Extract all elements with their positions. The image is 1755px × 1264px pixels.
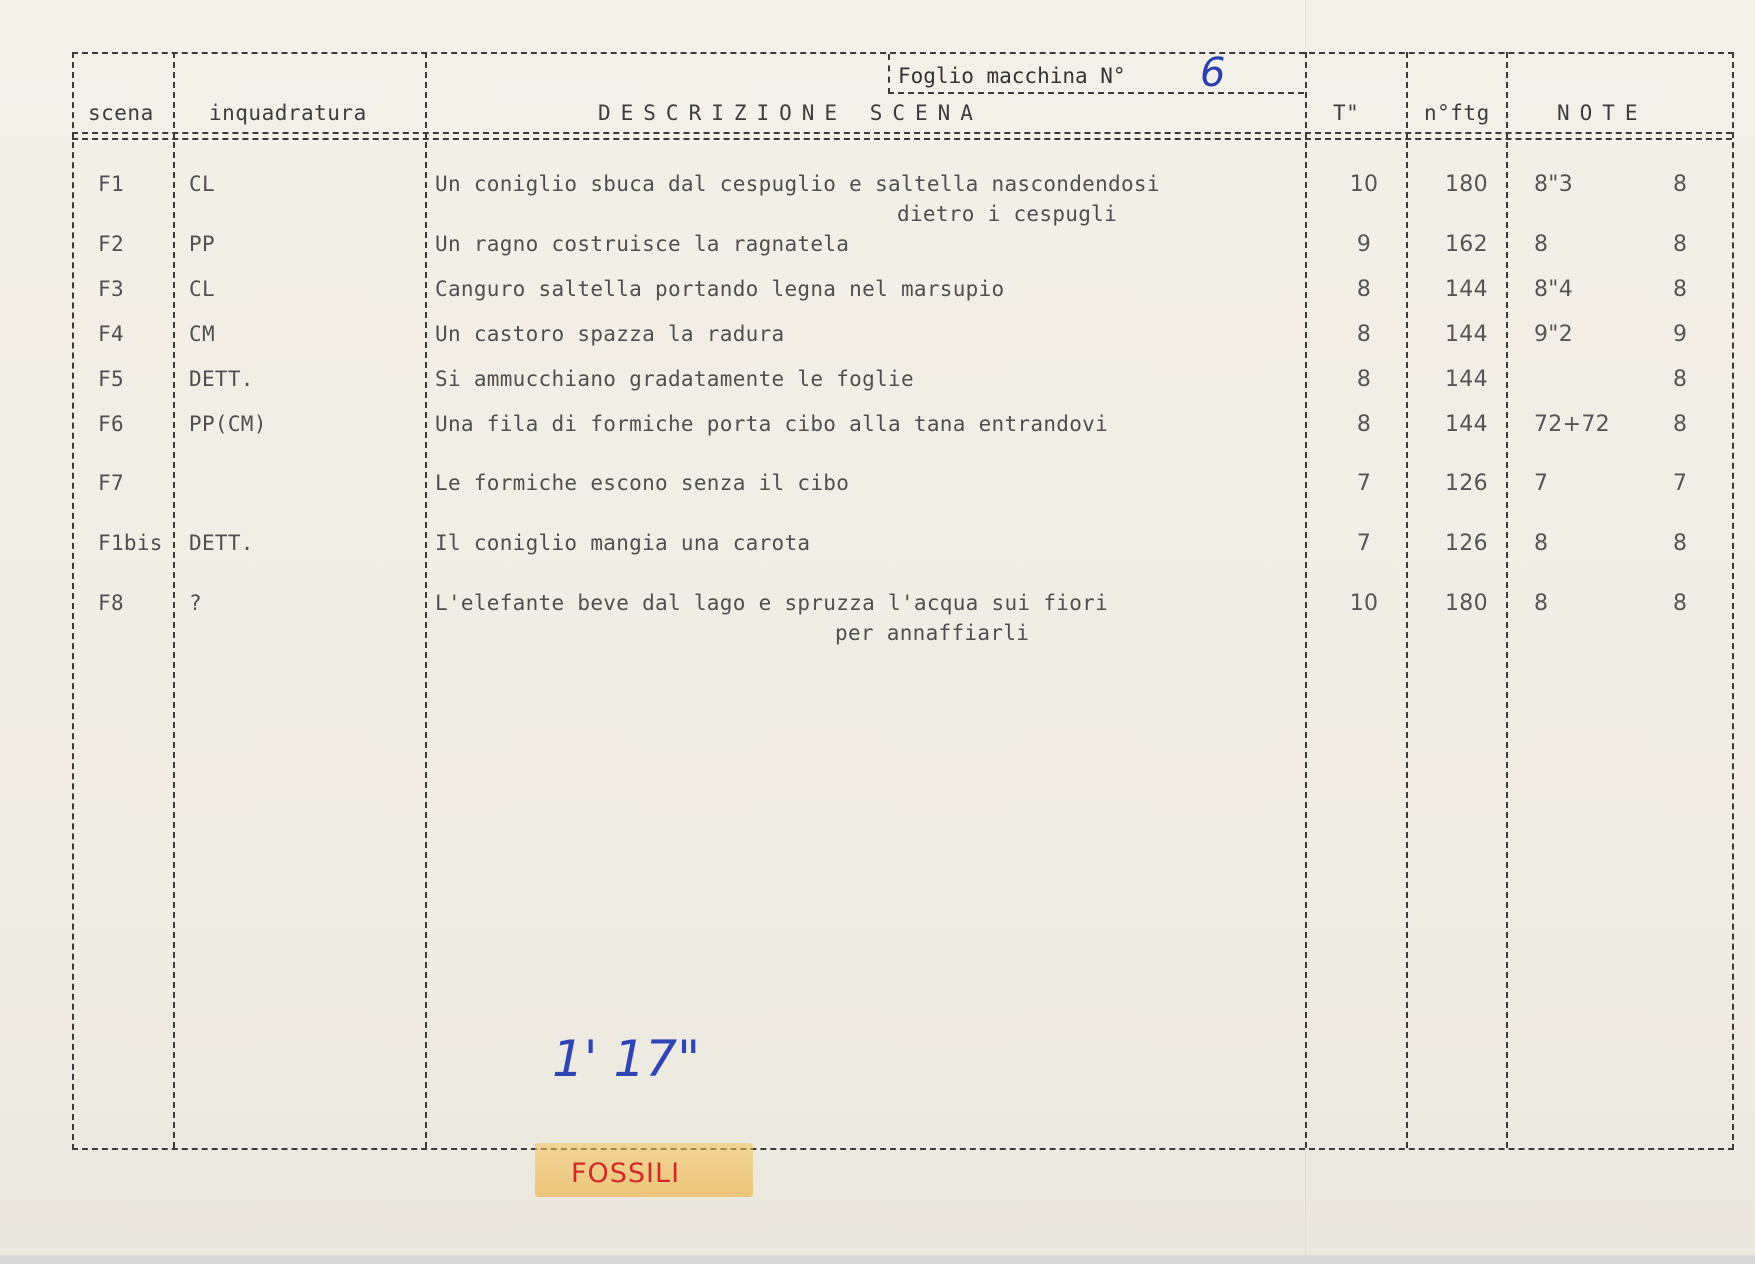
cell-inquadratura: CL bbox=[189, 277, 215, 301]
cell-note: 8"3 bbox=[1534, 172, 1574, 197]
cell-note: 8 bbox=[1534, 591, 1549, 616]
cell-inquadratura: ? bbox=[189, 591, 202, 615]
cell-scena: F2 bbox=[98, 232, 124, 256]
cell-descrizione: Canguro saltella portando legna nel marsupio bbox=[435, 277, 1005, 301]
header-descrizione: DESCRIZIONE SCENA bbox=[598, 101, 983, 125]
cell-scena: F1 bbox=[98, 172, 124, 196]
cell-note: 8"4 bbox=[1534, 277, 1574, 302]
cell-t: 8 bbox=[1356, 367, 1372, 392]
cell-scena: F4 bbox=[98, 322, 124, 346]
cell-scena: F5 bbox=[98, 367, 124, 391]
cell-descrizione: dietro i cespugli bbox=[897, 202, 1118, 226]
cell-nftg: 144 bbox=[1445, 322, 1488, 347]
foglio-label: Foglio macchina N° bbox=[898, 64, 1126, 88]
cell-descrizione: Le formiche escono senza il cibo bbox=[435, 471, 850, 495]
header-note: NOTE bbox=[1557, 101, 1648, 125]
cell-inquadratura: DETT. bbox=[189, 531, 254, 555]
cell-note-total: 8 bbox=[1673, 232, 1688, 257]
cell-nftg: 180 bbox=[1445, 591, 1488, 616]
cell-descrizione: Il coniglio mangia una carota bbox=[435, 531, 811, 555]
cell-note-total: 8 bbox=[1673, 591, 1688, 616]
cell-t: 9 bbox=[1356, 232, 1372, 257]
header-nftg: n°ftg bbox=[1424, 101, 1490, 125]
cell-nftg: 144 bbox=[1445, 367, 1488, 392]
column-divider bbox=[425, 52, 427, 1148]
cell-note-total: 8 bbox=[1673, 277, 1688, 302]
cell-descrizione: Una fila di formiche porta cibo alla tana entrandovi bbox=[435, 412, 1109, 436]
cell-nftg: 144 bbox=[1445, 412, 1488, 437]
foglio-number: 6 bbox=[1200, 50, 1226, 96]
cell-note-total: 8 bbox=[1673, 412, 1688, 437]
column-divider bbox=[1305, 52, 1307, 1148]
cell-descrizione: Si ammucchiano gradatamente le foglie bbox=[435, 367, 914, 391]
cell-note: 72+72 bbox=[1534, 412, 1610, 437]
cell-t: 8 bbox=[1356, 322, 1372, 347]
cell-scena: F6 bbox=[98, 412, 124, 436]
column-divider bbox=[1406, 52, 1408, 1148]
tag-label: FOSSILI bbox=[571, 1158, 681, 1189]
cell-scena: F1bis bbox=[98, 531, 163, 555]
cell-inquadratura: PP(CM) bbox=[189, 412, 267, 436]
cell-t: 8 bbox=[1356, 412, 1372, 437]
cell-nftg: 180 bbox=[1445, 172, 1488, 197]
cell-scena: F7 bbox=[98, 471, 124, 495]
cell-t: 10 bbox=[1349, 172, 1379, 197]
cell-note-total: 8 bbox=[1673, 531, 1688, 556]
cell-inquadratura: DETT. bbox=[189, 367, 254, 391]
cell-t: 7 bbox=[1356, 471, 1372, 496]
cell-nftg: 144 bbox=[1445, 277, 1488, 302]
header-rule bbox=[72, 138, 1732, 140]
cell-scena: F8 bbox=[98, 591, 124, 615]
header-scena: scena bbox=[88, 101, 154, 125]
cell-inquadratura: CL bbox=[189, 172, 215, 196]
cell-t: 8 bbox=[1356, 277, 1372, 302]
cell-descrizione: Un castoro spazza la radura bbox=[435, 322, 785, 346]
cell-note-total: 8 bbox=[1673, 172, 1688, 197]
cell-note: 9"2 bbox=[1534, 322, 1574, 347]
cell-inquadratura: PP bbox=[189, 232, 215, 256]
handwritten-total: 1' 17" bbox=[552, 1030, 701, 1088]
cell-t: 7 bbox=[1356, 531, 1372, 556]
column-divider bbox=[1506, 52, 1508, 1148]
cell-t: 10 bbox=[1349, 591, 1379, 616]
cell-note-total: 7 bbox=[1673, 471, 1688, 496]
cell-descrizione: Un ragno costruisce la ragnatela bbox=[435, 232, 850, 256]
cell-nftg: 126 bbox=[1445, 471, 1488, 496]
cell-note: 7 bbox=[1534, 471, 1549, 496]
header-rule bbox=[72, 132, 1732, 134]
cell-nftg: 126 bbox=[1445, 531, 1488, 556]
scan-edge bbox=[0, 1255, 1755, 1264]
cell-descrizione: L'elefante beve dal lago e spruzza l'acqua sui fiori bbox=[435, 591, 1109, 615]
cell-note-total: 9 bbox=[1673, 322, 1688, 347]
cell-scena: F3 bbox=[98, 277, 124, 301]
cell-inquadratura: CM bbox=[189, 322, 215, 346]
cell-nftg: 162 bbox=[1445, 232, 1488, 257]
cell-note: 8 bbox=[1534, 232, 1549, 257]
cell-note: 8 bbox=[1534, 531, 1549, 556]
column-divider bbox=[173, 52, 175, 1148]
cell-descrizione: Un coniglio sbuca dal cespuglio e saltella nascondendosi bbox=[435, 172, 1160, 196]
header-inquadratura: inquadratura bbox=[209, 101, 367, 125]
cell-note-total: 8 bbox=[1673, 367, 1688, 392]
cell-descrizione: per annaffiarli bbox=[835, 621, 1030, 645]
header-t: T" bbox=[1333, 101, 1360, 125]
